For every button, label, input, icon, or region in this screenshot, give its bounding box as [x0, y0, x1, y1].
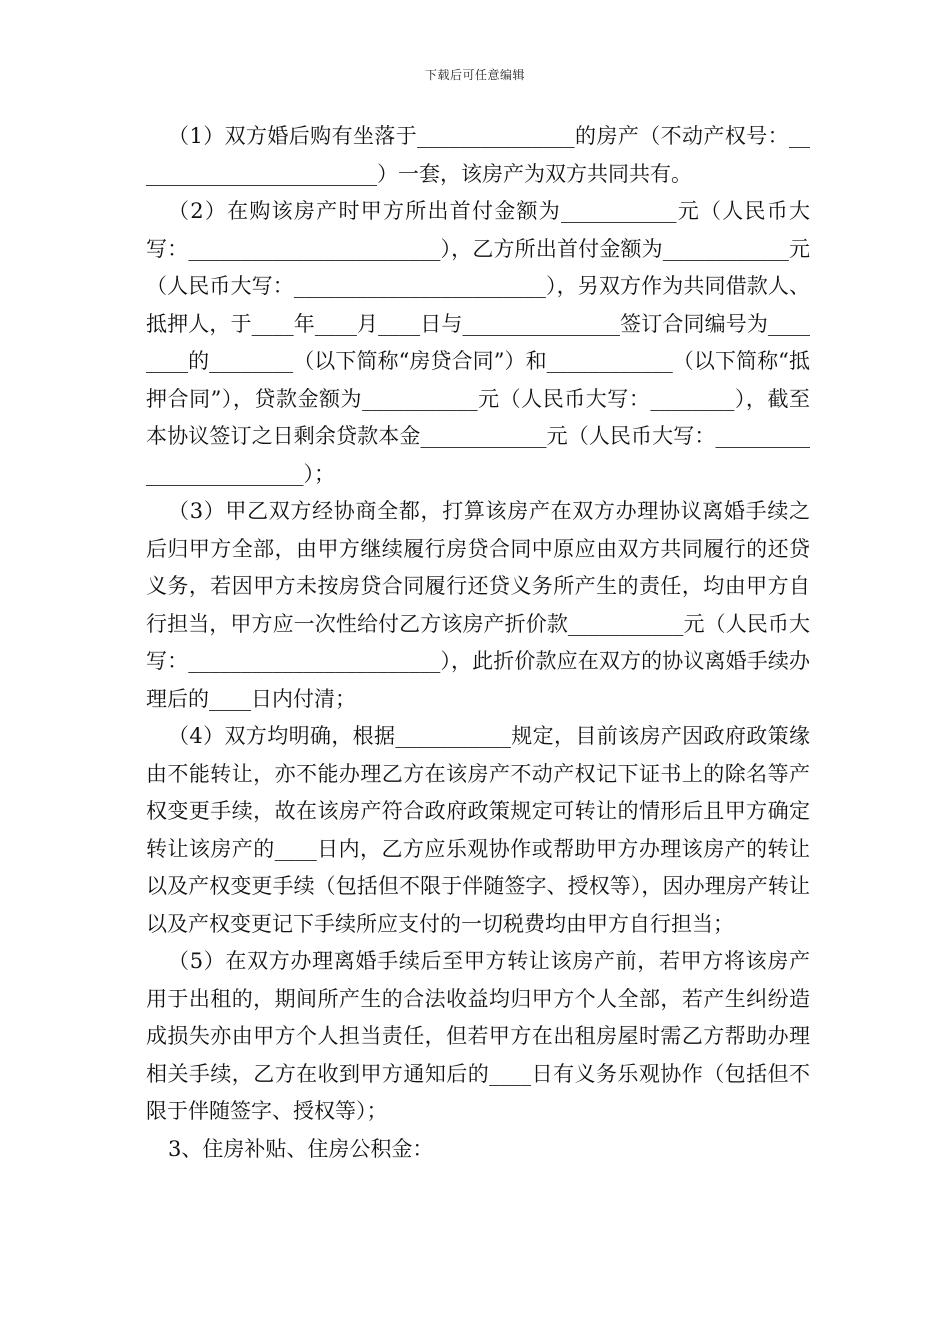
clause-3-property-ownership: （3）甲乙双方经协商全都，打算该房产在双方办理协议离婚手续之后归甲方全部，由甲方继续履行房贷合同中原应由双方共同履行的还贷义务，若因甲方未按房贷合同履行还贷义务所产生的责任，均由甲方自行担当，甲方应一次性给付乙方该房产折价款___________元（人民币大写：________________________），此折价款应在双方的协议离婚手续办理后的____日内付清； — [146, 499, 810, 711]
clause-5-rental-income: （5）在双方办理离婚手续后至甲方转让该房产前，若甲方将该房产用于出租的，期间所产生的合法收益均归甲方个人全部，若产生纠纷造成损失亦由甲方个人担当责任，但若甲方在出租房屋时需乙方帮助办理相关手续，乙方在收到甲方通知后的____日有义务乐观协作（包括但不限于伴随签字、授权等）； — [146, 949, 810, 1123]
section-3-housing-subsidy: 3、住房补贴、住房公积金： — [168, 1136, 434, 1161]
clause-1-property-purchase: （1）双方婚后购有坐落于_______________的房产（不动产权号：________________________）一套，该房产为双方共同共有。 — [146, 124, 810, 186]
page-header: 下载后可任意编辑 — [424, 68, 525, 82]
clause-2-down-payment-and-loan: （2）在购该房产时甲方所出首付金额为___________元（人民币大写：________________________），乙方所出首付金额为____________元（人民币大写：________________________），另双方作为共同借款人、抵押人，于____年____月____日与_______________签订合同编号为________的________（以下简称“房贷合同”）和____________（以下简称“抵押合同”），贷款金额为___________元（人民币大写：________），截至本协议签订之日剩余贷款本金____________元（人民币大写：________________________）； — [146, 199, 810, 486]
document-body — [146, 118, 810, 1168]
clause-4-transfer-restriction: （4）双方均明确，根据___________规定，目前该房产因政府政策缘由不能转让，亦不能办理乙方在该房产不动产权记下证书上的除名等产权变更手续，故在该房产符合政府政策规定可转让的情形后且甲方确定转让该房产的____日内，乙方应乐观协作或帮助甲方办理该房产的转让以及产权变更手续（包括但不限于伴随签字、授权等），因办理房产转让以及产权变更记下手续所应支付的一切税费均由甲方自行担当； — [146, 724, 810, 936]
